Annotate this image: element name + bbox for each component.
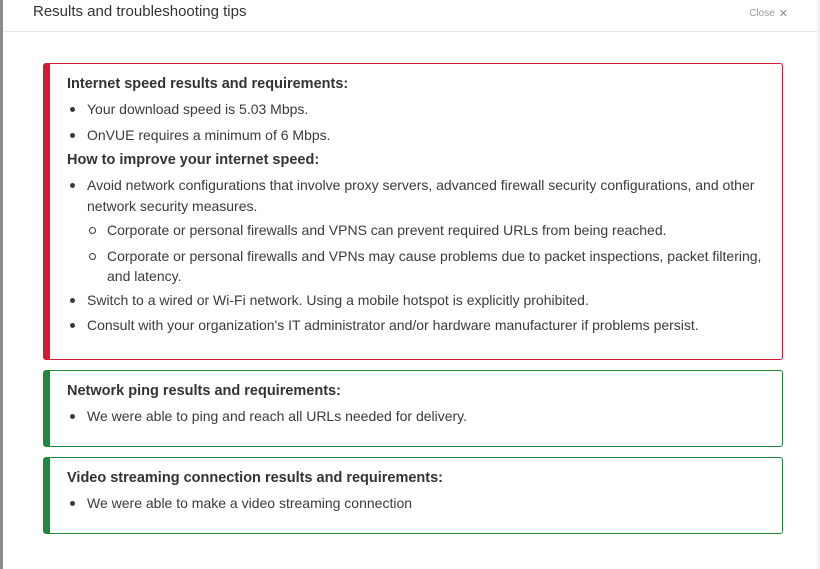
internet-speed-heading: Internet speed results and requirements: — [67, 76, 349, 92]
network-ping-heading: Network ping results and requirements: — [67, 383, 341, 399]
network-ping-list — [67, 406, 766, 427]
video-streaming-heading: Video streaming connection results and requirements: — [67, 470, 444, 486]
list-item: Switch to a wired or Wi-Fi network. Using a mobile hotspot is explicitly prohibited. — [67, 290, 766, 311]
list-item — [67, 175, 766, 287]
close-button[interactable] — [749, 8, 788, 20]
video-streaming-list — [67, 493, 766, 514]
network-ping-card — [43, 370, 783, 447]
improve-speed-tips-list — [67, 175, 766, 336]
close-icon[interactable]: ✕ — [778, 8, 788, 20]
tip-text: Avoid network configurations that involve proxy servers, advanced firewall security configurations, and other network security measures. — [87, 177, 755, 214]
list-item: We were able to ping and reach all URLs needed for delivery. — [67, 406, 766, 427]
list-item: OnVUE requires a minimum of 6 Mbps. — [67, 125, 766, 146]
list-item: Your download speed is 5.03 Mbps. — [67, 99, 766, 120]
list-item: We were able to make a video streaming connection — [67, 493, 766, 514]
list-item: Consult with your organization's IT administrator and/or hardware manufacturer if problems persist. — [67, 315, 766, 336]
close-label: Close — [749, 8, 775, 19]
improve-speed-heading: How to improve your internet speed: — [67, 152, 320, 168]
modal-title: Results and troubleshooting tips — [33, 3, 247, 20]
list-item: Corporate or personal firewalls and VPNs may cause problems due to packet inspections, packet filtering, and latency. — [87, 246, 766, 287]
video-streaming-card — [43, 457, 783, 534]
modal-header — [3, 0, 820, 32]
list-item: Corporate or personal firewalls and VPNS can prevent required URLs from being reached. — [87, 220, 766, 241]
subtips-list — [87, 220, 766, 287]
internet-speed-card — [43, 63, 783, 360]
internet-speed-results-list — [67, 99, 766, 145]
